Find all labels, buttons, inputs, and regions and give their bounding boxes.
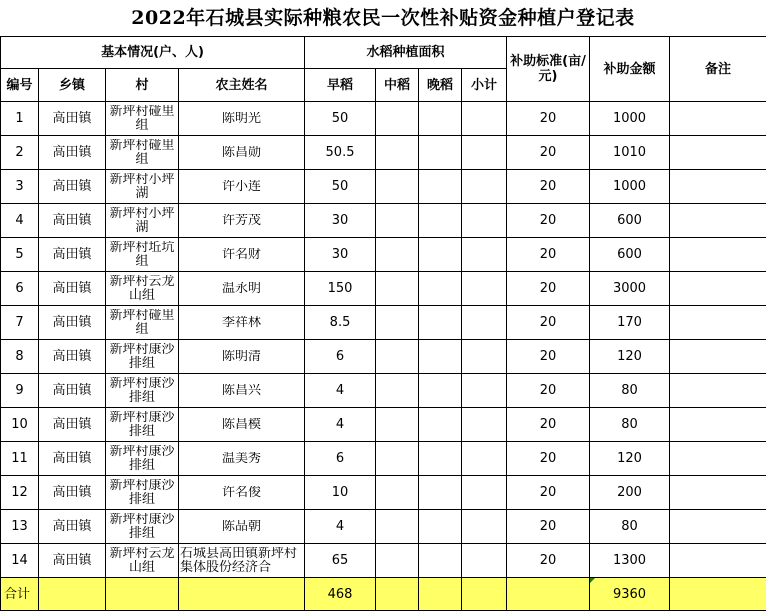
row-late-rice[interactable]: [419, 238, 462, 272]
table-row: [1, 476, 766, 510]
row-village-text: 新坪村康沙排组: [109, 376, 175, 405]
row-early-rice[interactable]: 10: [305, 476, 376, 510]
row-subsidy-standard[interactable]: 20: [507, 102, 590, 136]
row-village-text: 新坪村康沙排组: [109, 410, 175, 439]
row-subtotal[interactable]: [462, 272, 507, 306]
header-rice-area: 水稻种植面积: [305, 37, 507, 69]
row-number[interactable]: 9: [1, 374, 39, 408]
row-subtotal[interactable]: [462, 374, 507, 408]
row-farmer-name[interactable]: [179, 340, 305, 374]
row-village[interactable]: [106, 340, 179, 374]
row-early-rice[interactable]: 150: [305, 272, 376, 306]
row-early-rice[interactable]: 50.5: [305, 136, 376, 170]
row-village-text: 新坪村康沙排组: [109, 444, 175, 473]
row-farmer-name-text: 陈明光: [222, 111, 262, 126]
row-remark[interactable]: [670, 102, 766, 136]
row-village[interactable]: [106, 238, 179, 272]
table-row: [1, 102, 766, 136]
total-subsidy-amount-text: 9360: [612, 586, 647, 602]
row-mid-rice[interactable]: [376, 476, 419, 510]
row-remark[interactable]: [670, 170, 766, 204]
row-mid-rice[interactable]: [376, 136, 419, 170]
row-early-rice[interactable]: 8.5: [305, 306, 376, 340]
row-late-rice[interactable]: [419, 442, 462, 476]
row-farmer-name-text: 陈昌勋: [222, 145, 262, 160]
row-village[interactable]: [106, 476, 179, 510]
total-village[interactable]: [106, 578, 179, 611]
row-number[interactable]: 12: [1, 476, 39, 510]
row-remark[interactable]: [670, 408, 766, 442]
header-town: 乡镇: [39, 69, 106, 102]
row-town[interactable]: 高田镇: [39, 544, 106, 578]
header-subtotal: 小计: [462, 69, 507, 102]
row-farmer-name[interactable]: [179, 408, 305, 442]
row-late-rice[interactable]: [419, 408, 462, 442]
row-subsidy-amount[interactable]: 170: [590, 306, 670, 340]
table-row: [1, 238, 766, 272]
table-row: [1, 306, 766, 340]
row-late-rice[interactable]: [419, 476, 462, 510]
row-mid-rice[interactable]: [376, 306, 419, 340]
table-row: [1, 272, 766, 306]
total-town[interactable]: [39, 578, 106, 611]
row-village-text: 新坪村碰里组: [109, 104, 175, 133]
total-row: [1, 578, 766, 611]
row-number[interactable]: 7: [1, 306, 39, 340]
row-late-rice[interactable]: [419, 272, 462, 306]
header-early-rice: 早稻: [305, 69, 376, 102]
row-remark[interactable]: [670, 136, 766, 170]
row-number[interactable]: 8: [1, 340, 39, 374]
row-subtotal[interactable]: [462, 510, 507, 544]
row-subtotal[interactable]: [462, 408, 507, 442]
row-number[interactable]: 1: [1, 102, 39, 136]
row-subsidy-amount[interactable]: 80: [590, 510, 670, 544]
row-farmer-name[interactable]: [179, 374, 305, 408]
header-subsidy-standard: 补助标准(亩/元): [507, 37, 590, 102]
row-farmer-name-text: 石城县高田镇新坪村集体股份经济合: [180, 546, 298, 575]
row-village[interactable]: [106, 102, 179, 136]
row-late-rice[interactable]: [419, 170, 462, 204]
table-row: [1, 204, 766, 238]
row-subsidy-standard[interactable]: 20: [507, 510, 590, 544]
row-subtotal[interactable]: [462, 544, 507, 578]
row-mid-rice[interactable]: [376, 170, 419, 204]
header-late-rice: 晚稻: [419, 69, 462, 102]
row-early-rice[interactable]: 30: [305, 204, 376, 238]
row-subsidy-standard[interactable]: 20: [507, 408, 590, 442]
total-remark[interactable]: [670, 578, 766, 611]
row-remark[interactable]: [670, 204, 766, 238]
table-row: [1, 340, 766, 374]
row-subsidy-amount[interactable]: 120: [590, 340, 670, 374]
row-village-text: 新坪村云龙山组: [109, 274, 175, 303]
row-remark[interactable]: [670, 340, 766, 374]
row-mid-rice[interactable]: [376, 340, 419, 374]
row-town[interactable]: 高田镇: [39, 442, 106, 476]
row-remark[interactable]: [670, 442, 766, 476]
header-row-groups: [1, 37, 766, 69]
row-subtotal[interactable]: [462, 238, 507, 272]
row-town[interactable]: 高田镇: [39, 238, 106, 272]
row-subtotal[interactable]: [462, 306, 507, 340]
row-town[interactable]: 高田镇: [39, 476, 106, 510]
row-subsidy-amount[interactable]: 1000: [590, 170, 670, 204]
row-farmer-name[interactable]: [179, 442, 305, 476]
row-number[interactable]: 14: [1, 544, 39, 578]
row-farmer-name[interactable]: [179, 306, 305, 340]
row-late-rice[interactable]: [419, 340, 462, 374]
row-number[interactable]: 13: [1, 510, 39, 544]
row-village[interactable]: [106, 408, 179, 442]
table-row: [1, 510, 766, 544]
row-farmer-name-text: 温美秀: [222, 451, 262, 466]
row-early-rice[interactable]: 30: [305, 238, 376, 272]
row-early-rice[interactable]: 4: [305, 408, 376, 442]
row-late-rice[interactable]: [419, 544, 462, 578]
row-remark[interactable]: [670, 510, 766, 544]
row-mid-rice[interactable]: [376, 544, 419, 578]
row-town[interactable]: 高田镇: [39, 374, 106, 408]
total-subsidy-standard[interactable]: [507, 578, 590, 611]
row-farmer-name-text: 许名俊: [222, 485, 262, 500]
row-farmer-name[interactable]: [179, 136, 305, 170]
row-mid-rice[interactable]: [376, 408, 419, 442]
row-farmer-name[interactable]: [179, 102, 305, 136]
row-town[interactable]: 高田镇: [39, 136, 106, 170]
cell-marker-icon: [590, 578, 595, 583]
total-label[interactable]: 合计: [1, 578, 39, 611]
row-subsidy-standard[interactable]: 20: [507, 442, 590, 476]
row-village[interactable]: [106, 306, 179, 340]
row-village-text: 新坪村小坪湖: [109, 206, 175, 235]
row-early-rice[interactable]: 4: [305, 374, 376, 408]
row-early-rice[interactable]: 6: [305, 442, 376, 476]
row-mid-rice[interactable]: [376, 442, 419, 476]
row-remark[interactable]: [670, 306, 766, 340]
row-village[interactable]: [106, 204, 179, 238]
row-late-rice[interactable]: [419, 374, 462, 408]
total-mid-rice[interactable]: [376, 578, 419, 611]
row-village-text: 新坪村坵坑组: [109, 240, 175, 269]
row-village-text: 新坪村康沙排组: [109, 478, 175, 507]
row-farmer-name-text: 许小连: [222, 179, 262, 194]
row-mid-rice[interactable]: [376, 238, 419, 272]
row-late-rice[interactable]: [419, 306, 462, 340]
row-late-rice[interactable]: [419, 204, 462, 238]
table-row: [1, 544, 766, 578]
table-row: [1, 170, 766, 204]
row-farmer-name-text: 陈昌模: [222, 417, 262, 432]
row-village-text: 新坪村云龙山组: [109, 546, 175, 575]
row-early-rice[interactable]: 50: [305, 102, 376, 136]
row-town[interactable]: 高田镇: [39, 408, 106, 442]
row-village[interactable]: [106, 136, 179, 170]
row-remark[interactable]: [670, 272, 766, 306]
row-village[interactable]: [106, 442, 179, 476]
row-remark[interactable]: [670, 238, 766, 272]
row-farmer-name[interactable]: [179, 510, 305, 544]
row-town[interactable]: 高田镇: [39, 340, 106, 374]
row-subsidy-amount[interactable]: 1000: [590, 102, 670, 136]
row-farmer-name-text: 许芳茂: [222, 213, 262, 228]
row-farmer-name[interactable]: [179, 170, 305, 204]
row-subtotal[interactable]: [462, 102, 507, 136]
row-remark[interactable]: [670, 476, 766, 510]
row-subsidy-amount[interactable]: 1010: [590, 136, 670, 170]
table-row: [1, 442, 766, 476]
row-subsidy-amount[interactable]: 600: [590, 204, 670, 238]
row-early-rice[interactable]: 4: [305, 510, 376, 544]
row-remark[interactable]: [670, 374, 766, 408]
row-subsidy-standard[interactable]: 20: [507, 170, 590, 204]
row-farmer-name-text: 李祥林: [222, 315, 262, 330]
row-subsidy-standard[interactable]: 20: [507, 306, 590, 340]
row-early-rice[interactable]: 6: [305, 340, 376, 374]
row-town[interactable]: 高田镇: [39, 306, 106, 340]
row-subtotal[interactable]: [462, 136, 507, 170]
row-subsidy-amount[interactable]: 120: [590, 442, 670, 476]
row-subsidy-amount[interactable]: 3000: [590, 272, 670, 306]
row-number[interactable]: 10: [1, 408, 39, 442]
table-row: [1, 136, 766, 170]
row-early-rice[interactable]: 65: [305, 544, 376, 578]
registration-table: [0, 36, 766, 611]
row-subsidy-standard[interactable]: 20: [507, 544, 590, 578]
row-town[interactable]: 高田镇: [39, 170, 106, 204]
row-subsidy-standard[interactable]: 20: [507, 136, 590, 170]
row-village[interactable]: [106, 510, 179, 544]
row-subtotal[interactable]: [462, 204, 507, 238]
row-town[interactable]: 高田镇: [39, 272, 106, 306]
row-village-text: 新坪村康沙排组: [109, 342, 175, 371]
row-farmer-name-text: 温永明: [222, 281, 262, 296]
row-subsidy-standard[interactable]: 20: [507, 238, 590, 272]
header-mid-rice: 中稻: [376, 69, 419, 102]
row-village[interactable]: [106, 272, 179, 306]
row-farmer-name[interactable]: [179, 476, 305, 510]
row-village[interactable]: [106, 544, 179, 578]
sheet-title: 2022年石城县实际种粮农民一次性补贴资金种植户登记表: [131, 7, 635, 29]
row-village-text: 新坪村碰里组: [109, 308, 175, 337]
row-subsidy-amount[interactable]: 1300: [590, 544, 670, 578]
row-late-rice[interactable]: [419, 102, 462, 136]
row-village[interactable]: [106, 170, 179, 204]
row-subsidy-standard[interactable]: 20: [507, 204, 590, 238]
row-subtotal[interactable]: [462, 340, 507, 374]
header-village: 村: [106, 69, 179, 102]
row-farmer-name[interactable]: [179, 204, 305, 238]
row-late-rice[interactable]: [419, 510, 462, 544]
row-farmer-name-text: 陈昌兴: [222, 383, 262, 398]
header-basic-info: 基本情况(户、人): [1, 37, 305, 69]
row-mid-rice[interactable]: [376, 204, 419, 238]
row-farmer-name[interactable]: [179, 272, 305, 306]
row-late-rice[interactable]: [419, 136, 462, 170]
row-mid-rice[interactable]: [376, 510, 419, 544]
table-row: [1, 374, 766, 408]
row-number[interactable]: 4: [1, 204, 39, 238]
row-village-text: 新坪村碰里组: [109, 138, 175, 167]
row-town[interactable]: 高田镇: [39, 510, 106, 544]
total-subsidy-amount[interactable]: [590, 578, 670, 611]
row-number[interactable]: 3: [1, 170, 39, 204]
row-remark[interactable]: [670, 544, 766, 578]
row-farmer-name-text: 陈品朝: [222, 519, 262, 534]
row-village[interactable]: [106, 374, 179, 408]
total-name[interactable]: [179, 578, 305, 611]
row-subtotal[interactable]: [462, 476, 507, 510]
row-village-text: 新坪村小坪湖: [109, 172, 175, 201]
row-mid-rice[interactable]: [376, 102, 419, 136]
row-number[interactable]: 5: [1, 238, 39, 272]
row-subsidy-standard[interactable]: 20: [507, 340, 590, 374]
row-subsidy-amount[interactable]: 80: [590, 374, 670, 408]
row-subsidy-standard[interactable]: 20: [507, 476, 590, 510]
row-mid-rice[interactable]: [376, 272, 419, 306]
row-farmer-name[interactable]: [179, 238, 305, 272]
total-late-rice[interactable]: [419, 578, 462, 611]
row-village-text: 新坪村康沙排组: [109, 512, 175, 541]
row-subsidy-amount[interactable]: 600: [590, 238, 670, 272]
row-early-rice[interactable]: 50: [305, 170, 376, 204]
row-subsidy-standard[interactable]: 20: [507, 272, 590, 306]
header-subsidy-amount: 补助金额: [590, 37, 670, 102]
row-subtotal[interactable]: [462, 170, 507, 204]
row-town[interactable]: 高田镇: [39, 204, 106, 238]
row-farmer-name[interactable]: [179, 544, 305, 578]
header-remark: 备注: [670, 37, 766, 102]
header-farmer-name: 农主姓名: [179, 69, 305, 102]
row-town[interactable]: 高田镇: [39, 102, 106, 136]
row-mid-rice[interactable]: [376, 374, 419, 408]
table-row: [1, 408, 766, 442]
row-number[interactable]: 2: [1, 136, 39, 170]
row-subsidy-standard[interactable]: 20: [507, 374, 590, 408]
row-subsidy-amount[interactable]: 80: [590, 408, 670, 442]
row-farmer-name-text: 许名财: [222, 247, 262, 262]
row-subtotal[interactable]: [462, 442, 507, 476]
header-no: 编号: [1, 69, 39, 102]
row-farmer-name-text: 陈明清: [222, 349, 262, 364]
total-subtotal[interactable]: [462, 578, 507, 611]
row-number[interactable]: 6: [1, 272, 39, 306]
row-number[interactable]: 11: [1, 442, 39, 476]
total-early-rice[interactable]: 468: [305, 578, 376, 611]
row-subsidy-amount[interactable]: 200: [590, 476, 670, 510]
